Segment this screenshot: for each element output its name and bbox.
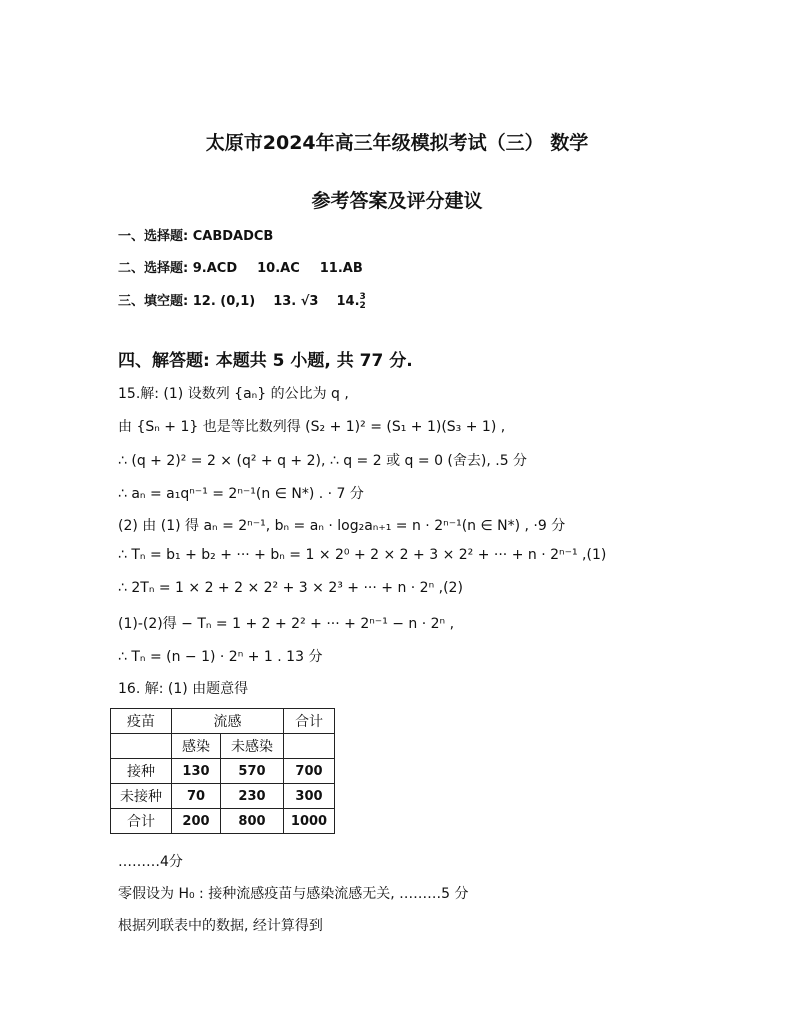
multi-select-prefix: 二、选择题:	[118, 261, 193, 276]
table-cell: 未接种	[111, 784, 172, 809]
table-row	[111, 759, 335, 784]
table-row	[111, 809, 335, 834]
table-header-cell: 疫苗	[111, 709, 172, 734]
computation-intro-line: 根据列联表中的数据, 经计算得到	[118, 918, 323, 934]
problem-15-line-6: ∴ Tₙ = b₁ + b₂ + ··· + bₙ = 1 × 2⁰ + 2 × 2 + 3 × 2² + ··· + n · 2ⁿ⁻¹ ,(1)	[118, 547, 607, 563]
table-cell: 接种	[111, 759, 172, 784]
answer-14-fraction	[360, 293, 366, 311]
answer-13: 13. √3	[273, 294, 319, 309]
document-title: 太原市2024年高三年级模拟考试（三） 数学	[205, 132, 589, 154]
problem-15-line-9: ∴ Tₙ = (n − 1) · 2ⁿ + 1 . 13 分	[118, 649, 323, 665]
problem-15-line-2: 由 {Sₙ + 1} 也是等比数列得 (S₂ + 1)² = (S₁ + 1)(S₃ + 1) ,	[118, 419, 506, 435]
null-hypothesis-line: 零假设为 H₀ : 接种流感疫苗与感染流感无关, ………5 分	[118, 886, 469, 902]
table-subheader-row	[111, 734, 335, 759]
problem-15-line-3: ∴ (q + 2)² = 2 × (q² + q + 2), ∴ q = 2 或 q = 0 (舍去), .5 分	[118, 453, 528, 469]
multiple-choice-answers: 一、选择题: CABDADCB	[118, 229, 274, 244]
problem-15-line-8: (1)-(2)得 − Tₙ = 1 + 2 + 2² + ··· + 2ⁿ⁻¹ − n · 2ⁿ ,	[118, 616, 455, 632]
contingency-table	[110, 708, 335, 834]
fill-in-answers	[118, 290, 366, 311]
table-cell: 200	[172, 809, 221, 834]
answer-14: 14.	[336, 294, 360, 309]
score-marker-4: ………4分	[118, 854, 183, 870]
table-cell: 570	[221, 759, 284, 784]
table-header-cell: 未感染	[221, 734, 284, 759]
fill-prefix: 三、填空题:	[118, 294, 193, 309]
table-cell	[111, 734, 172, 759]
problem-16-intro: 16. 解: (1) 由题意得	[118, 681, 249, 697]
table-cell: 合计	[111, 809, 172, 834]
answer-10: 10.AC	[257, 261, 300, 276]
table-cell: 70	[172, 784, 221, 809]
table-cell: 130	[172, 759, 221, 784]
answer-12: 12. (0,1)	[192, 294, 256, 309]
table-header-cell: 感染	[172, 734, 221, 759]
problem-15-line-4: ∴ aₙ = a₁qⁿ⁻¹ = 2ⁿ⁻¹(n ∈ N*) . · 7 分	[118, 486, 364, 502]
table-row	[111, 784, 335, 809]
table-cell: 800	[221, 809, 284, 834]
section-heading-answers: 四、解答题: 本题共 5 小题, 共 77 分.	[118, 351, 413, 371]
problem-15-line-7: ∴ 2Tₙ = 1 × 2 + 2 × 2² + 3 × 2³ + ··· + n · 2ⁿ ,(2)	[118, 580, 463, 596]
table-cell: 1000	[284, 809, 335, 834]
table-header-cell: 合计	[284, 709, 335, 734]
table-header-row	[111, 709, 335, 734]
document-subtitle: 参考答案及评分建议	[311, 190, 483, 212]
table-header-cell: 流感	[172, 709, 284, 734]
fraction-numerator: 3	[359, 291, 366, 302]
table-cell	[284, 734, 335, 759]
answer-11: 11.AB	[319, 261, 363, 276]
problem-15-line-5: (2) 由 (1) 得 aₙ = 2ⁿ⁻¹, bₙ = aₙ · log₂aₙ₊₁ = n · 2ⁿ⁻¹(n ∈ N*) , ·9 分	[118, 518, 566, 534]
multi-select-answers	[118, 257, 363, 276]
fraction-denominator: 2	[359, 300, 366, 311]
table-cell: 700	[284, 759, 335, 784]
problem-15-line-1: 15.解: (1) 设数列 {aₙ} 的公比为 q ,	[118, 386, 349, 402]
answer-9: 9.ACD	[192, 261, 238, 276]
table-cell: 300	[284, 784, 335, 809]
table-cell: 230	[221, 784, 284, 809]
